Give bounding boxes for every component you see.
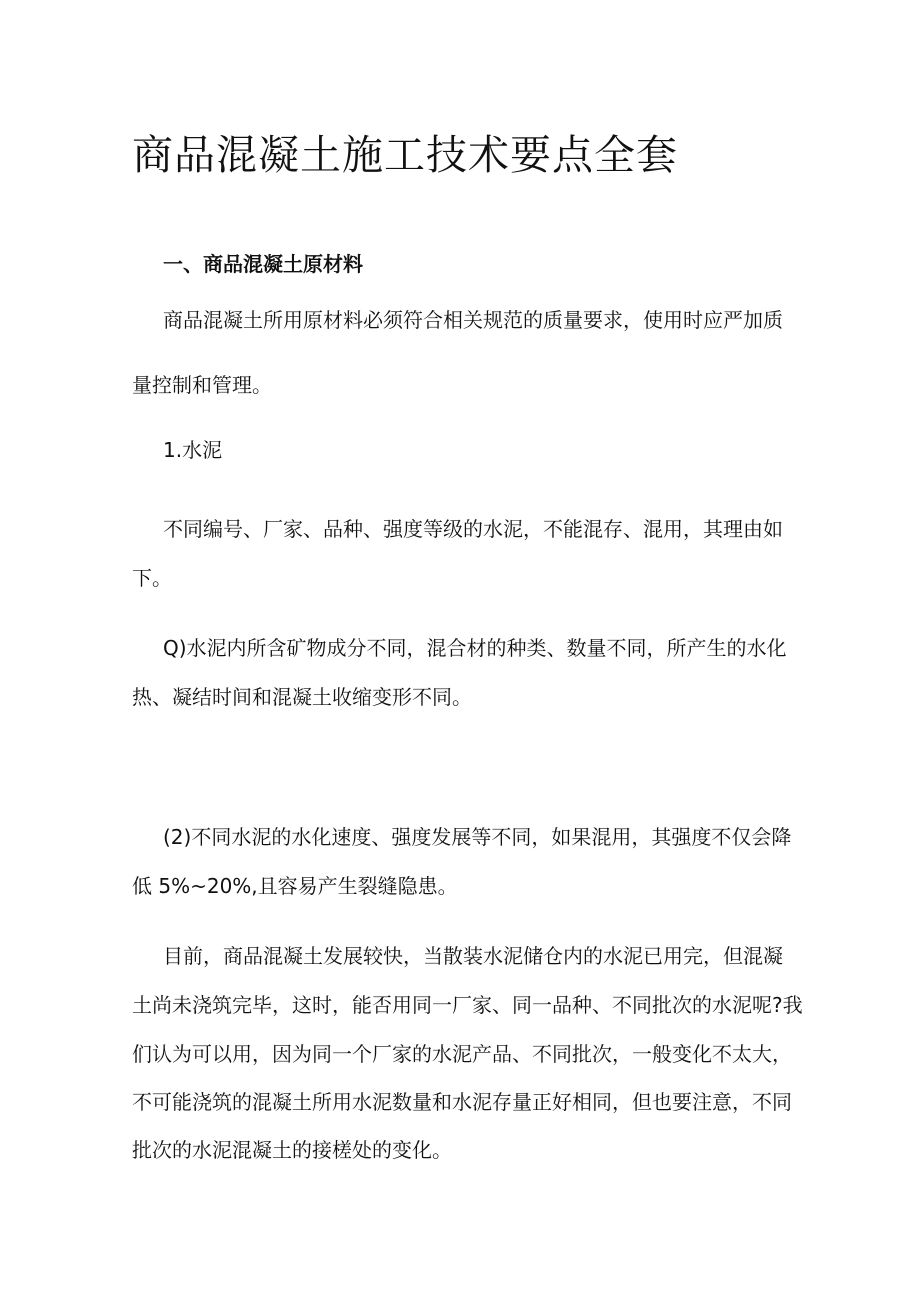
paragraph-line: 下。 bbox=[132, 566, 172, 590]
paragraph-line: Q)水泥内所含矿物成分不同，混合材的种类、数量不同，所产生的水化 bbox=[163, 636, 787, 660]
paragraph-line: 们认为可以用，因为同一个厂家的水泥产品、不同批次，一般变化不太大， bbox=[132, 1042, 792, 1066]
paragraph-line: 不同编号、厂家、品种、强度等级的水泥，不能混存、混用，其理由如 bbox=[163, 517, 783, 541]
subheading: 1.水泥 bbox=[163, 438, 223, 462]
paragraph-line: 不可能浇筑的混凝土所用水泥数量和水泥存量正好相同，但也要注意，不同 bbox=[132, 1090, 792, 1114]
paragraph-line: 量控制和管理。 bbox=[132, 373, 272, 397]
paragraph-line: 低 5%~20%,且容易产生裂缝隐患。 bbox=[132, 874, 458, 898]
document-title: 商品混凝土施工技术要点全套 bbox=[132, 131, 678, 179]
paragraph-line: 批次的水泥混凝土的接槎处的变化。 bbox=[132, 1138, 452, 1162]
paragraph-line: (2)不同水泥的水化速度、强度发展等不同，如果混用，其强度不仅会降 bbox=[163, 825, 792, 849]
paragraph-line: 热、凝结时间和混凝土收缩变形不同。 bbox=[132, 685, 472, 709]
paragraph-line: 土尚未浇筑完毕，这时，能否用同一厂家、同一品种、不同批次的水泥呢?我 bbox=[132, 993, 803, 1017]
paragraph-line: 目前，商品混凝土发展较快，当散装水泥储仓内的水泥已用完，但混凝 bbox=[163, 944, 783, 968]
paragraph-line: 商品混凝土所用原材料必须符合相关规范的质量要求，使用时应严加质 bbox=[163, 308, 783, 332]
section-heading: 一、商品混凝土原材料 bbox=[163, 252, 363, 276]
